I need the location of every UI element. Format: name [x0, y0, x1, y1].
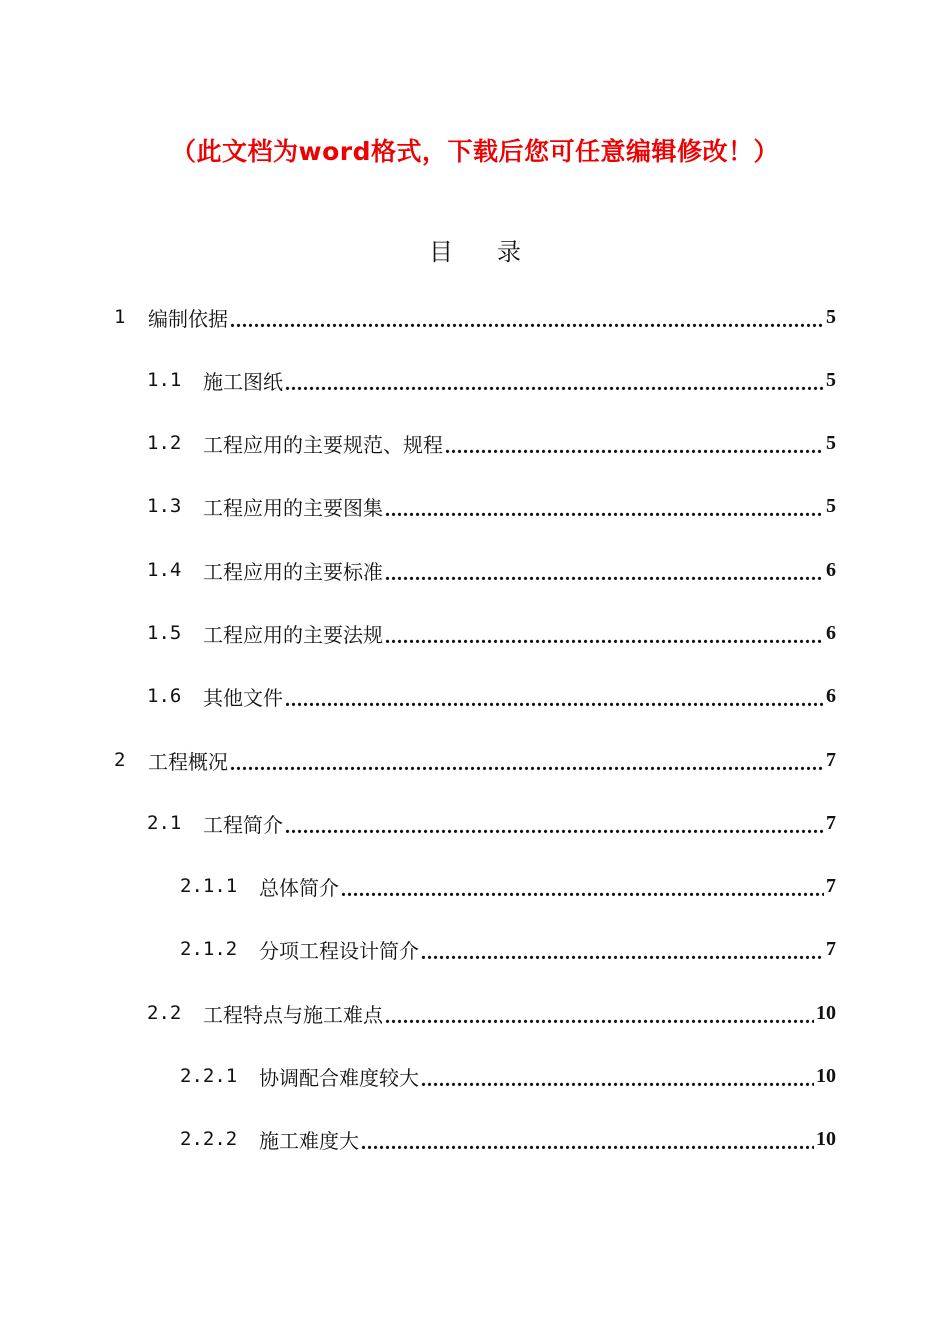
toc-entry-title: 工程特点与施工难点 [203, 1002, 383, 1027]
toc-entry-title: 工程应用的主要标准 [203, 559, 383, 584]
toc-entry-number: 2.1 [147, 812, 182, 834]
toc-entry[interactable] [147, 616, 836, 650]
toc-entry-number: 1.6 [147, 685, 182, 707]
toc-entry[interactable] [180, 1059, 836, 1093]
toc-entry-number: 1.1 [147, 369, 182, 391]
toc-entry-title: 施工图纸 [203, 369, 283, 394]
toc-entry[interactable] [114, 300, 836, 334]
toc-entry-number: 1 [114, 306, 126, 328]
toc-entry-title: 编制依据 [148, 306, 228, 331]
toc-dot-leader [361, 1130, 814, 1156]
toc-entry-number: 1.4 [147, 559, 182, 581]
toc-entry-number: 2 [114, 749, 126, 771]
toc-dot-leader [385, 497, 824, 523]
toc-dot-leader [385, 1004, 814, 1030]
toc-entry[interactable] [147, 426, 836, 460]
toc-entry[interactable] [114, 743, 836, 777]
toc-dot-leader [285, 687, 824, 713]
toc-entry-title: 工程应用的主要规范、规程 [203, 432, 443, 457]
toc-dot-leader [285, 814, 824, 840]
toc-title-left: 目 [429, 238, 453, 266]
toc-entry[interactable] [147, 363, 836, 397]
toc-entry[interactable] [147, 679, 836, 713]
toc-entry-number: 1.3 [147, 495, 182, 517]
toc-entry-title: 分项工程设计简介 [259, 938, 419, 963]
toc-dot-leader [230, 308, 824, 334]
toc-dot-leader [445, 434, 824, 460]
toc-entry-page: 6 [826, 684, 836, 707]
toc-entry[interactable] [180, 1122, 836, 1156]
toc-entry[interactable] [147, 996, 836, 1030]
toc-entry-page: 6 [826, 621, 836, 644]
toc-entry[interactable] [180, 869, 836, 903]
toc-entry-number: 1.5 [147, 622, 182, 644]
toc-dot-leader [421, 940, 824, 966]
toc-dot-leader [385, 624, 824, 650]
toc-dot-leader [230, 751, 824, 777]
toc-entry-page: 7 [826, 748, 836, 771]
toc-entry-number: 2.2.1 [180, 1065, 238, 1087]
toc-entry[interactable] [180, 932, 836, 966]
toc-entry-title: 总体简介 [259, 875, 339, 900]
toc-entry-title: 协调配合难度较大 [259, 1065, 419, 1090]
toc-entry-number: 2.2.2 [180, 1128, 238, 1150]
toc-entry-number: 2.2 [147, 1002, 182, 1024]
toc-entry[interactable] [147, 806, 836, 840]
toc-entry-page: 5 [826, 305, 836, 328]
toc-entry-title: 工程应用的主要法规 [203, 622, 383, 647]
toc-entry[interactable] [147, 489, 836, 523]
toc-entry-page: 7 [826, 874, 836, 897]
toc-dot-leader [341, 877, 824, 903]
toc-entry-number: 1.2 [147, 432, 182, 454]
toc-dot-leader [285, 371, 824, 397]
toc-entry-page: 7 [826, 811, 836, 834]
toc-entry-title: 施工难度大 [259, 1128, 359, 1153]
toc-entry-page: 6 [826, 558, 836, 581]
toc-entry-page: 10 [816, 1001, 836, 1024]
toc-dot-leader [421, 1067, 814, 1093]
toc-dot-leader [385, 561, 824, 587]
toc-entry-page: 10 [816, 1064, 836, 1087]
toc-entry-title: 工程应用的主要图集 [203, 495, 383, 520]
toc-entry-page: 5 [826, 368, 836, 391]
toc-entry-number: 2.1.2 [180, 938, 238, 960]
toc-entry-title: 工程简介 [203, 812, 283, 837]
toc-entry-title: 其他文件 [203, 685, 283, 710]
toc-entry[interactable] [147, 553, 836, 587]
toc-entry-page: 5 [826, 494, 836, 517]
document-notice: （此文档为word格式，下载后您可任意编辑修改！） [171, 137, 779, 166]
toc-entry-page: 10 [816, 1127, 836, 1150]
toc-title-right: 录 [497, 238, 521, 266]
toc-entry-page: 5 [826, 431, 836, 454]
toc-entry-page: 7 [826, 937, 836, 960]
toc-entry-title: 工程概况 [148, 749, 228, 774]
toc-entry-number: 2.1.1 [180, 875, 238, 897]
